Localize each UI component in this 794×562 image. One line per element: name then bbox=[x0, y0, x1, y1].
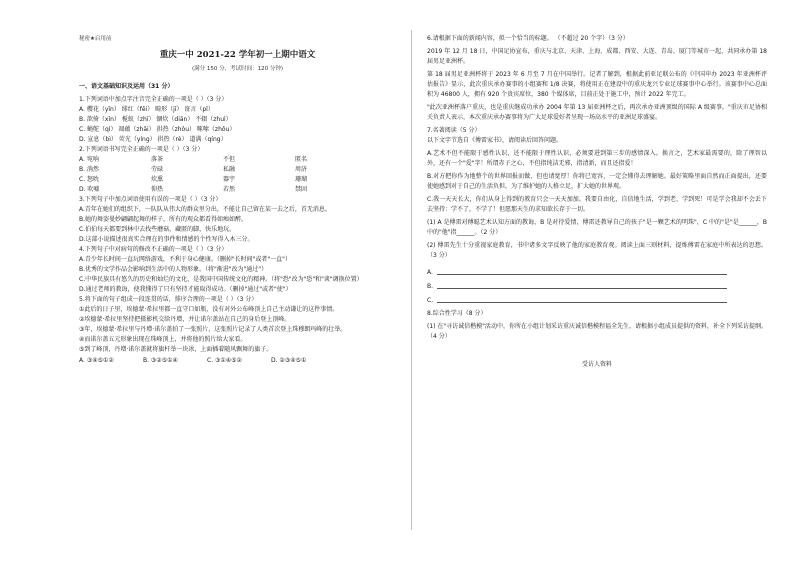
q2-word: 劳碌 bbox=[151, 166, 164, 173]
q5-sentence-5: ⑤到了峰顶，丹增·诺尔盖就将旗杆举一块冰，上面插着随风飘舞的旗子。 bbox=[79, 346, 273, 353]
q7-subquestion-1: (1) A 是傅雷对傅聪艺术认知方面的教诲，B 是对待爱情，傅雷还教导自己的孩子"是一颗艺术的明珠"，C 中的"是"是______，B 中的"他"指______。（2 分） bbox=[427, 219, 767, 236]
q6-paragraph-2: 第 18 届男足亚洲杯将于 2023 年 6 月至 7 月在中国举行。记者了解到，根据此前亚足联公布的《中国申办 2023 年亚洲杯评估报告》显示，此次重庆承办赛事的小组赛和 1/8 决赛，将使用正在建设中的重庆龙兴专业足球赛事中心举行。该赛事中心总面积为 46800 人，拥有 920 个贵宾席位，380 个媒体席，目前正处于施工中，预计 2022 年完工。 bbox=[427, 71, 767, 98]
writing-line[interactable] bbox=[437, 302, 727, 303]
q7-subquestion-2: (2) 傅雷先生十分重视家庭教育，书中诸多文字反映了他的家庭教育观。阅读上面三则材料，提炼傅雷在家庭中所表达的思想。（3 分） bbox=[427, 242, 767, 259]
q4-option-a: A.青少年长时间一直玩网络游戏，不利于身心健康。（删掉"长时间"或者"一直"） bbox=[79, 256, 291, 263]
q2-option-b bbox=[79, 165, 396, 175]
q2-word: B. 淌然 bbox=[79, 166, 99, 173]
q1-option-c: C. 蝇舵（qì） 凋蕴（zhāi） 拱热（zhǒu） 啄嗦（zhōu） bbox=[79, 126, 236, 133]
q5-answer-b: B. ③②⑤①④ bbox=[143, 357, 178, 364]
secret-mark: 秘密★启用前 bbox=[79, 36, 112, 42]
q2-word: 仰热 bbox=[151, 186, 164, 193]
column-divider bbox=[411, 30, 412, 530]
q2-word: 私融 bbox=[223, 166, 236, 173]
q2-word: 周济 bbox=[295, 166, 308, 173]
q2-word: 落茶 bbox=[151, 156, 164, 163]
question-8: 8.综合性学习（8 分） bbox=[427, 310, 487, 317]
q2-word: C. 怒吮 bbox=[79, 176, 100, 183]
q7-passage-c: C.我一天天长大，你们从身上得到的教育只会一天天加加。我要自由化，自信地生活，学到老、学到死！可是学会我却不会丢下去坚持：学不了，不学了！但愿那天生的求知欲长存于一切。 bbox=[427, 196, 767, 213]
q7-passage-b: B.对方把你作为地整个的世界回报而做，但也请宽厚！你将已宽容，一定会懂得去理解她。最好策略里面自然而正面提出，还要使她感到对于自己的生活负担，为了维护她的人格立足，扩大她的世界观。 bbox=[427, 173, 767, 190]
answer-line-b[interactable] bbox=[427, 278, 767, 292]
answer-line-a[interactable] bbox=[427, 264, 767, 278]
answer-label: C. bbox=[427, 297, 434, 304]
answer-label: A. bbox=[427, 269, 433, 276]
q1-option-d: D. 宣息（bì） 荧光（yíng） 拱热（rè） 道满（qíng） bbox=[79, 136, 227, 143]
q2-word: D. 吹嘘 bbox=[79, 186, 100, 193]
q3-option-c: C.伯伯每天都要到林中去找些蘑菇，藏匿的脚，快乐地玩。 bbox=[79, 226, 236, 233]
q8-subquestion-1: (1) 在"寻访诚信楷模"活动中，你所在小组计划采访重庆诚信楷模程福全先生，请根据小组成员提供的资料，补全下列采访提纲。（4 分） bbox=[427, 323, 767, 340]
q6-paragraph-1: 2019 年 12 月 18 日，中国足协宣布，重庆与北京、天津、上海、成都、西安、大连、青岛、厦门等城市一起，共同承办第 18 届男足亚洲杯。 bbox=[427, 48, 767, 65]
q4-option-c: C.中华民族具有悠久的历史和灿烂的文化，是我国中国传统文化的精神。（将"恐"改为"恐"和"谈"调换位置） bbox=[79, 276, 363, 283]
q5-sentence-2: ②埃德蒙·希拉里坚持把摄影机交给丹增，并让诺尔盖站在自己的身后登上顶峰。 bbox=[79, 316, 291, 323]
q5-sentence-3: ③年，埃德蒙·希拉里与丹增·诺尔盖拍了一张照片，这张照片记录了人类首次登上珠穆朗玛峰的壮举。 bbox=[79, 326, 347, 333]
q1-option-a: A. 樱花（yīn） 绯红（fēi） 畸形（jī） 诳言（pǐ） bbox=[79, 106, 214, 113]
answer-line-c[interactable] bbox=[427, 292, 767, 306]
q3-option-d: D.这部小说描述很真实合理在的事件和情感的个性写得入木三分。 bbox=[79, 236, 254, 243]
q3-option-a: A.青年在她们的组织下，一队队从伟大的群众里分出，不能让自己留在某一去之后，首无消息。 bbox=[79, 206, 331, 213]
right-column bbox=[427, 34, 767, 370]
question-6: 6.请根据下面的新闻内容，拟一个恰当的标题。 （不超过 20 个字）（3 分） bbox=[427, 35, 629, 42]
q5-sentence-1: ①此后的日子里，埃德蒙·希拉里都一直守口如瓶，没有对外公布峰顶上自己主动谦让的这件事情。 bbox=[79, 306, 339, 313]
q2-word: A. 宛响 bbox=[79, 156, 99, 163]
writing-line[interactable] bbox=[437, 288, 727, 289]
q2-option-a bbox=[79, 155, 396, 165]
writing-line[interactable] bbox=[437, 274, 727, 275]
q6-paragraph-3: "此次亚洲杯落户重庆，也是重庆继成功承办 2004 年第 13 届亚洲杯之后，再次承办亚洲顶级的国际 A 级赛事。"重庆市足协相关负责人表示，本次重庆承办赛事将为广大足球爱好者呈现一场高水平的亚洲足球盛宴。 bbox=[427, 104, 767, 121]
exam-title: 重庆一中 2021-22 学年初一上期中语文 bbox=[159, 50, 316, 60]
section-heading: 一、语文基础知识及运用（31 分） bbox=[79, 83, 174, 90]
q4-option-b: B.优秀的文学作品会影响到生活中的人物形象。（将"渐进"改为"通过"） bbox=[79, 266, 268, 273]
q7-passage-a: A.艺术不但不能限于感性认识，还不能限于理性认识，必须要进到第三步的感情深入。换言之，艺术家最需要的，除了理智以外，还有一个"爱"字！所谓赤子之心，不但指纯洁无邪，指清新，而且还指爱！ bbox=[427, 150, 767, 167]
q2-word: 器宇 bbox=[223, 176, 236, 183]
q2-word: 不但 bbox=[223, 156, 236, 163]
q2-word: 炊熏 bbox=[151, 176, 164, 183]
question-2: 2.下列词语书写完全正确的一项是（ ）（3 分） bbox=[79, 146, 204, 153]
q2-word: 禁固 bbox=[295, 186, 308, 193]
q2-word: 若然 bbox=[223, 186, 236, 193]
q5-sentence-4: ④而诺尔盖五元形象出现在珠峰顶上，并将他的照片给大家看。 bbox=[79, 336, 247, 343]
q2-word: 匿名 bbox=[295, 156, 308, 163]
q4-option-d: D.通过老师的教诲，使我懂得了只有坚持才能取得成功。（删掉"通过"或者"使"） bbox=[79, 286, 292, 293]
question-1: 1.下列词语中加点字注音完全正确的一项是（ ）（3 分） bbox=[79, 96, 228, 103]
interviewee-info-heading: 受访人资料 bbox=[581, 361, 612, 368]
q2-option-d bbox=[79, 185, 396, 195]
answer-label: B. bbox=[427, 283, 434, 290]
q1-option-b: B. 歆倚（xīn） 栀蚁（zhī） 锢炊（diān） 不辍（zhuì） bbox=[79, 116, 232, 123]
question-7: 7.名著阅读（5 分） bbox=[427, 127, 481, 134]
q3-option-b: B.她的舞姿曼妙翩翩起舞的样子，所有的观众都看得如痴如醉。 bbox=[79, 216, 248, 223]
question-4: 4.下列句子中对病句的修改不正确的一项是（ ）（3 分） bbox=[79, 246, 228, 253]
question-3: 3.下列句子中加点词语使用有误的一项是（ ）（3 分） bbox=[79, 196, 222, 203]
question-5: 5.将下面的句子组成一段连贯的话，排序合理的一项是（ ）（3 分） bbox=[79, 296, 258, 303]
exam-subtitle: (满分 150 分，考试时间：120 分钟) bbox=[191, 66, 284, 72]
q5-answer-d: D. ②③④⑤① bbox=[271, 357, 307, 364]
q2-option-c bbox=[79, 175, 396, 185]
q2-word: 珊瑚 bbox=[295, 176, 308, 183]
left-column bbox=[79, 34, 396, 366]
q5-answer-options bbox=[79, 356, 396, 366]
q5-answer-c: C. ③①④⑤② bbox=[207, 357, 242, 364]
q7-intro: 以下文字节选自《傅雷家书》，请阅读后回答问题。 bbox=[427, 137, 563, 144]
q5-answer-a: A. ③④⑤①② bbox=[79, 357, 114, 364]
